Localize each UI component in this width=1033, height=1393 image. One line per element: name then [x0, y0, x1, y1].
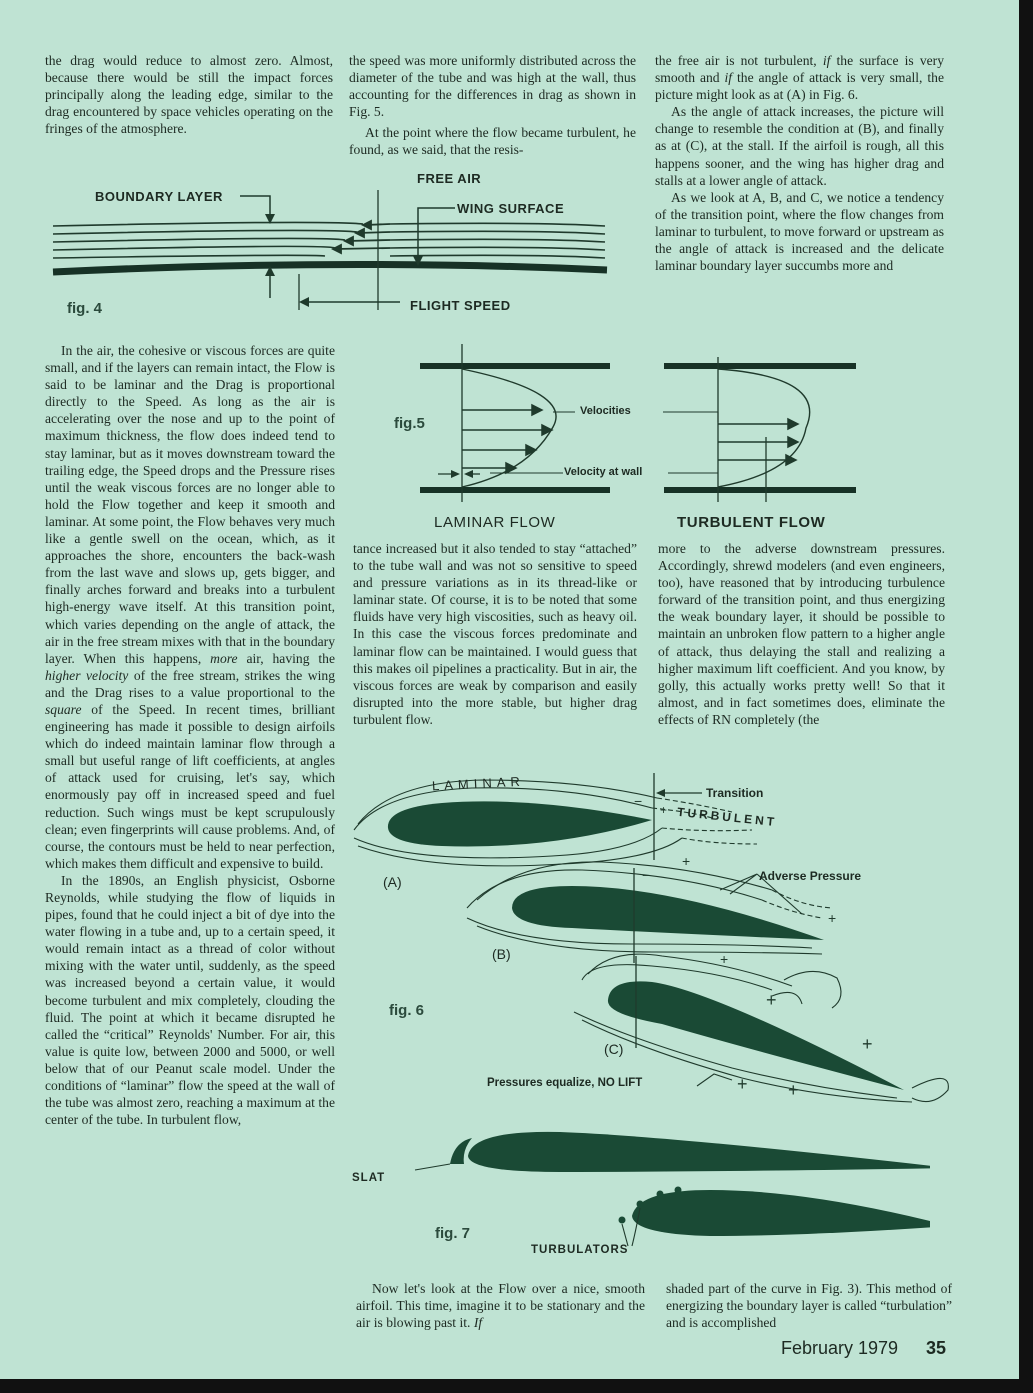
- velocity-at-wall-label: Velocity at wall: [564, 466, 643, 478]
- page-number: 35: [926, 1338, 947, 1358]
- svg-text:+: +: [766, 990, 777, 1010]
- paragraph: [45, 342, 335, 872]
- fig4-label: fig. 4: [67, 300, 103, 317]
- svg-text:+: +: [682, 853, 691, 869]
- paragraph: In the 1890s, an English physicist, Osborne Reynolds, while studying the flow of liquids in pipes, found that he could inject a bit of dye into the water flowing in a tube and, up to a certain speed, it would remain intact as a thread of color without mixing with the water until, suddenly, as the speed was increased beyond a certain value, it would become turbulent and mix completely, clouding the fluid. The point at which it became disrupted he called the “critical” Reynolds' Number. For air, this value is quite low, between 2000 and 5000, or well below that of our Peanut scale model. Under the conditions of “laminar” flow the speed at the wall of the tube was almost zero, reaching a maximum at the center of the tube. In turbulent flow,: [45, 872, 335, 1128]
- paragraph: As we look at A, B, and C, we notice a tendency of the transition point, where the flow changes from laminar to turbulent, to move forward or upstream as the angle of attack is increased and the delicate laminar boundary layer succumbs more and: [655, 189, 944, 274]
- paragraph: [356, 1280, 645, 1331]
- svg-text:+: +: [720, 951, 729, 967]
- italic-text: if: [822, 53, 831, 68]
- streamlines: [53, 222, 605, 258]
- turbulators-label: TURBULATORS: [531, 1244, 629, 1256]
- pressures-equalize-label: Pressures equalize, NO LIFT: [487, 1077, 643, 1089]
- flight-speed-label: FLIGHT SPEED: [410, 298, 511, 313]
- col3-bottom-text: [666, 1280, 952, 1331]
- fig7-slat-turbulator-diagram: [410, 1120, 930, 1260]
- text-run: the surface is very smooth and: [655, 53, 944, 86]
- text-run: air, having the: [237, 650, 335, 666]
- italic-text: square: [45, 701, 82, 717]
- wing-surface: [53, 264, 607, 272]
- text-run: the angle of attack is very small, the picture might look as at (A) in Fig. 6.: [655, 70, 944, 103]
- fig5-flow-profile-diagram: [418, 342, 868, 502]
- italic-text: higher velocity: [45, 667, 129, 683]
- adverse-pressure-label: Adverse Pressure: [759, 869, 862, 883]
- slat-airfoil: [415, 1132, 930, 1172]
- airfoil-a: [354, 773, 757, 869]
- text-run: of the Speed. In recent times, brilliant engineering has made it possible to design airfoils which do indeed maintain laminar flow through a small but useful range of lift coefficients, at angles of attack used for cruising, let's say, which enormously pay off in increased speed and fuel reduction. Such wings must be kept scrupulously clean; even fingerprints will cause problems. And, of course, the contours must be held to near perfection, which makes them difficult and expensive to build.: [45, 701, 335, 871]
- col2-mid-text: [353, 540, 637, 728]
- turbulent-flow-label: TURBULENT FLOW: [677, 514, 826, 531]
- laminar-flow-label: LAMINAR FLOW: [434, 514, 556, 531]
- airfoil-c-label: (C): [604, 1041, 624, 1057]
- laminar-label: LAMINAR: [431, 773, 526, 794]
- footer-date: February 1979: [781, 1338, 899, 1358]
- paragraph: shaded part of the curve in Fig. 3). This method of energizing the boundary layer is called “turbulation” and is accomplished: [666, 1281, 952, 1331]
- fig7-label: fig. 7: [435, 1225, 471, 1242]
- col1-main-text: [45, 342, 335, 1128]
- svg-text:+: +: [788, 1080, 799, 1100]
- paragraph: the drag would reduce to almost zero. Almost, because there would be still the impact forces principally along the leading edge, similar to the drag encountered by space vehicles operating on the fringes of the atmosphere.: [45, 53, 333, 137]
- text-run: the free air is not turbulent,: [655, 53, 823, 68]
- paragraph: tance increased but it also tended to stay “attached” to the tube wall and was not so sensitive to speed and pressure variations as in its thread-like or laminar state. Of course, it is to be noted that some fluids have very high viscosities, such as heavy oil. In this case the viscous forces predominate and laminar flow can be maintained. I would guess that this makes oil pipelines a practicality. But in air, the viscous forces are weak by comparison and easily disrupted into the more stable, but higher drag turbulent flow.: [353, 541, 637, 727]
- col2-top-text: [349, 52, 636, 159]
- italic-text: If: [473, 1315, 483, 1331]
- italic-text: if: [724, 70, 733, 86]
- airfoil-b-label: (B): [492, 946, 511, 962]
- col3-mid-text: [658, 540, 945, 728]
- paragraph: the speed was more uniformly distributed across the diameter of the tube and was high at the wall, thus accounting for the differences in drag as shown in Fig. 5.: [349, 53, 636, 120]
- italic-text: more: [210, 650, 238, 666]
- velocity-arrows: [333, 221, 390, 253]
- text-run: Now let's look at the Flow over a nice, smooth airfoil. This time, imagine it to be stationary and the air is blowing past it.: [356, 1281, 645, 1331]
- col1-top-text: [45, 52, 333, 137]
- fig6-airfoil-stall-diagram: [352, 768, 972, 1108]
- velocities-label: Velocities: [580, 405, 631, 417]
- transition-label: Transition: [706, 786, 764, 800]
- paragraph: As the angle of attack increases, the picture will change to resemble the condition at (B), and finally as at (C), at the stall. If the airfoil is rough, all this happens sooner, and the wing has higher drag and stalls at a lower angle of attack.: [655, 104, 944, 188]
- boundary-layer-label: BOUNDARY LAYER: [95, 189, 223, 204]
- paragraph: [655, 52, 944, 103]
- svg-text:+: +: [737, 1074, 748, 1094]
- svg-text:−: −: [642, 867, 651, 883]
- wing-surface-label: WING SURFACE: [457, 201, 565, 216]
- scan-border-right: [1019, 0, 1033, 1393]
- turbulent-label: TURBULENT: [676, 804, 778, 830]
- svg-text:+: +: [828, 910, 837, 926]
- turbulator-airfoil: [619, 1187, 931, 1247]
- text-run: of the free stream, strikes the wing and the Drag rises to a value proportional to the: [45, 667, 335, 700]
- scan-border-bottom: [0, 1379, 1033, 1393]
- fig5-label: fig.5: [394, 415, 425, 432]
- turbulent-velocity-arrows: [718, 419, 798, 465]
- free-air-label: FREE AIR: [417, 171, 482, 186]
- laminar-velocity-arrows: [462, 405, 552, 473]
- text-run: In the air, the cohesive or viscous forces are quite small, and if the layers can remain intact, the Flow is said to be laminar and the Drag is proportional directly to the Speed. As long as the air is accelerating over the nose and up to the point of maximum thickness, the flow does indeed tend to stay laminar, but as it moves downstream toward the trailing edge, the Speed drops and the Pressure rises until the weak viscous forces are no longer able to hold the Flow together and keep it smooth and laminar. At some point, the Flow behaves very much like a gentle swell on the ocean, which, as it approaches the shore, encounters the back-wash from the last wave and slows up, gets bigger, and finally arches forward and breaks into a turbulent high-energy wave itself. At this transition point, which varies depending on the angle of attack, the air in the free stream mixes with that in the boundary layer. When this happens,: [45, 343, 335, 666]
- fig6-label: fig. 6: [389, 1002, 425, 1019]
- svg-text:+: +: [862, 1034, 873, 1054]
- svg-text:−: −: [634, 793, 643, 809]
- airfoil-a-label: (A): [383, 874, 402, 890]
- paragraph: At the point where the flow became turbulent, he found, as we said, that the resis-: [349, 125, 636, 158]
- slat-label: SLAT: [352, 1172, 386, 1184]
- paragraph: more to the adverse downstream pressures. Accordingly, shrewd modelers (and even engineers, too), have reasoned that by introducing turbulence forward of the transition point, and thus energizing the weak boundary layer, it should be possible to maintain an unbroken flow pattern to a higher angle of attack, thus delaying the stall and realizing a higher maximum lift coefficient. And you know, by golly, this actually works pretty well! So that it almost, and in fact sometimes does, eliminate the effects of RN completely (the: [658, 541, 945, 727]
- col3-top-text: [655, 52, 944, 274]
- col2-bottom-text: [356, 1280, 645, 1331]
- svg-text:+: +: [660, 803, 668, 817]
